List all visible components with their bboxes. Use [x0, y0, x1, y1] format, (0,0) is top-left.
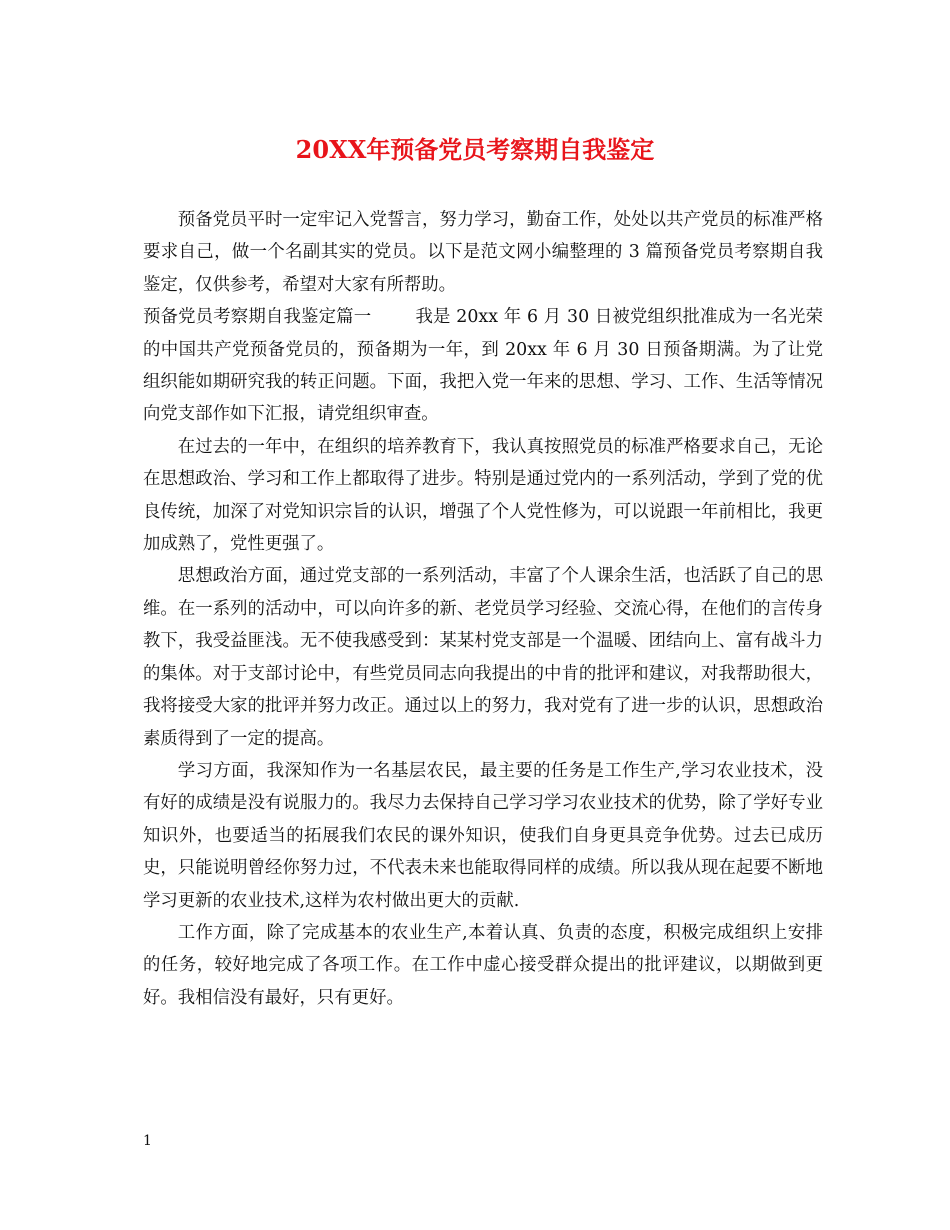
paragraph-section-one: [143, 301, 823, 431]
paragraph-work: 工作方面，除了完成基本的农业生产,本着认真、负责的态度，积极完成组织上安排的任务，较好地完成了各项工作。在工作中虚心接受群众提出的批评建议，以期做到更好。我相信没有最好，只有更好。: [143, 922, 823, 1008]
section-heading: 预备党员考察期自我鉴定篇一: [143, 307, 372, 328]
document-title: 20XX年预备党员考察期自我鉴定: [295, 135, 655, 164]
paragraph-past-year: 在过去的一年中，在组织的培养教育下，我认真按照党员的标准严格要求自己，无论在思想政治、学习和工作上都取得了进步。特别是通过党内的一系列活动，学到了党的优良传统，加深了对党知识宗旨的认识，增强了个人党性修为，可以说跟一年前相比，我更加成熟了，党性更强了。: [143, 436, 823, 555]
document-body: [143, 204, 823, 1014]
page-number: 1: [143, 1133, 152, 1149]
paragraph-intro: 预备党员平时一定牢记入党誓言，努力学习，勤奋工作，处处以共产党员的标准严格要求自己，做一个名副其实的党员。以下是范文网小编整理的 3 篇预备党员考察期自我鉴定，仅供参考，希望对大家有所帮助。: [143, 210, 823, 295]
paragraph-study: 学习方面，我深知作为一名基层农民，最主要的任务是工作生产,学习农业技术，没有好的成绩是没有说服力的。我尽力去保持自己学习学习农业技术的优势，除了学好专业知识外，也要适当的拓展我们农民的课外知识，使我们自身更具竞争优势。过去已成历史，只能说明曾经你努力过，不代表未来也能取得同样的成绩。所以我从现在起要不断地学习更新的农业技术,这样为农村做出更大的贡献.: [143, 760, 823, 911]
paragraph-political: 思想政治方面，通过党支部的一系列活动，丰富了个人课余生活，也活跃了自己的思维。在一系列的活动中，可以向许多的新、老党员学习经验、交流心得，在他们的言传身教下，我受益匪浅。无不使我感受到：某某村党支部是一个温暖、团结向上、富有战斗力的集体。对于支部讨论中，有些党员同志向我提出的中肯的批评和建议，对我帮助很大，我将接受大家的批评并努力改正。通过以上的努力，我对党有了进一步的认识，思想政治素质得到了一定的提高。: [143, 566, 823, 749]
section-one-text: 我是 20xx 年 6 月 30 日被党组织批准成为一名光荣的中国共产党预备党员的，预备期为一年，到 20xx 年 6 月 30 日预备期满。为了让党组织能如期研究我的转正问题。下面，我把入党一年来的思想、学习、工作、生活等情况向党支部作如下汇报，请党组织审查。: [143, 307, 823, 425]
